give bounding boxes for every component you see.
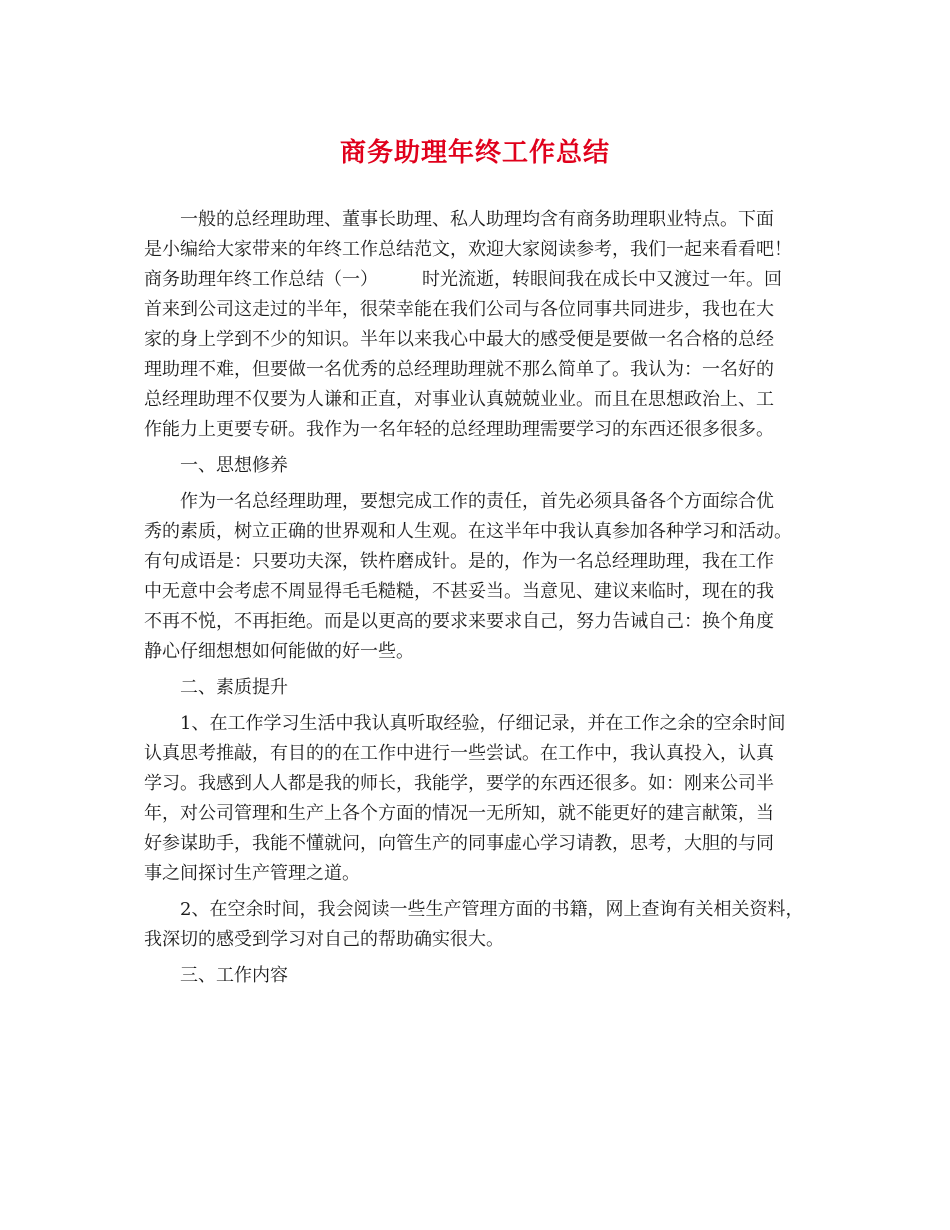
paragraph-line: 一般的总经理助理、董事长助理、私人助理均含有商务助理职业特点。下面: [180, 209, 774, 230]
section-heading: 商务助理年终工作总结（一）: [144, 269, 378, 290]
paragraph-line: 理助理不难，但要做一名优秀的总经理助理就不那么简单了。我认为：一名好的: [144, 359, 774, 380]
paragraph-line: 秀的素质，树立正确的世界观和人生观。在这半年中我认真参加各种学习和活动。: [144, 521, 792, 542]
paragraph-line: 事之间探讨生产管理之道。: [144, 863, 360, 884]
paragraph-line: 中无意中会考虑不周显得毛毛糙糙，不甚妥当。当意见、建议来临时，现在的我: [144, 581, 774, 602]
paragraph-line: [144, 265, 816, 295]
paragraph-line: 2、在空余时间，我会阅读一些生产管理方面的书籍，网上查询有关相关资料，: [180, 899, 804, 920]
paragraph-line: 静心仔细想想如何能做的好一些。: [144, 641, 414, 662]
paragraph-text: 时光流逝，转眼间我在成长中又渡过一年。回: [422, 269, 782, 290]
paragraph-line: 有句成语是：只要功夫深，铁杵磨成针。是的，作为一名总经理助理，我在工作: [144, 551, 774, 572]
document-body: [144, 205, 816, 991]
paragraph-line: 1、在工作学习生活中我认真听取经验，仔细记录，并在工作之余的空余时间: [180, 713, 786, 734]
paragraph-line: 作为一名总经理助理，要想完成工作的责任，首先必须具备各个方面综合优: [180, 491, 774, 512]
paragraph-line: 总经理助理不仅要为人谦和正直，对事业认真兢兢业业。而且在思想政治上、工: [144, 389, 774, 410]
paragraph-line: 首来到公司这走过的半年，很荣幸能在我们公司与各位同事共同进步，我也在大: [144, 299, 774, 320]
paragraph-line: 我深切的感受到学习对自己的帮助确实很大。: [144, 929, 504, 950]
paragraph-line: 不再不悦，不再拒绝。而是以更高的要求来要求自己，努力告诫自己：换个角度: [144, 611, 774, 632]
section-heading: 三、工作内容: [180, 965, 288, 986]
document-title: 商务助理年终工作总结: [339, 138, 610, 168]
paragraph-line: 家的身上学到不少的知识。半年以来我心中最大的感受便是要做一名合格的总经: [144, 329, 774, 350]
paragraph-line: 作能力上更要专研。我作为一名年轻的总经理助理需要学习的东西还很多很多。: [144, 419, 774, 440]
paragraph-line: 学习。我感到人人都是我的师长，我能学，要学的东西还很多。如：刚来公司半: [144, 773, 774, 794]
paragraph-line: 年，对公司管理和生产上各个方面的情况一无所知，就不能更好的建言献策，当: [144, 803, 774, 824]
paragraph-line: 好参谋助手，我能不懂就问，向管生产的同事虚心学习请教，思考，大胆的与同: [144, 833, 774, 854]
paragraph-line: 是小编给大家带来的年终工作总结范文，欢迎大家阅读参考，我们一起来看看吧！: [144, 239, 792, 260]
section-heading: 二、素质提升: [180, 677, 288, 698]
section-heading: 一、思想修养: [180, 455, 288, 476]
paragraph-line: 认真思考推敲，有目的的在工作中进行一些尝试。在工作中，我认真投入，认真: [144, 743, 774, 764]
